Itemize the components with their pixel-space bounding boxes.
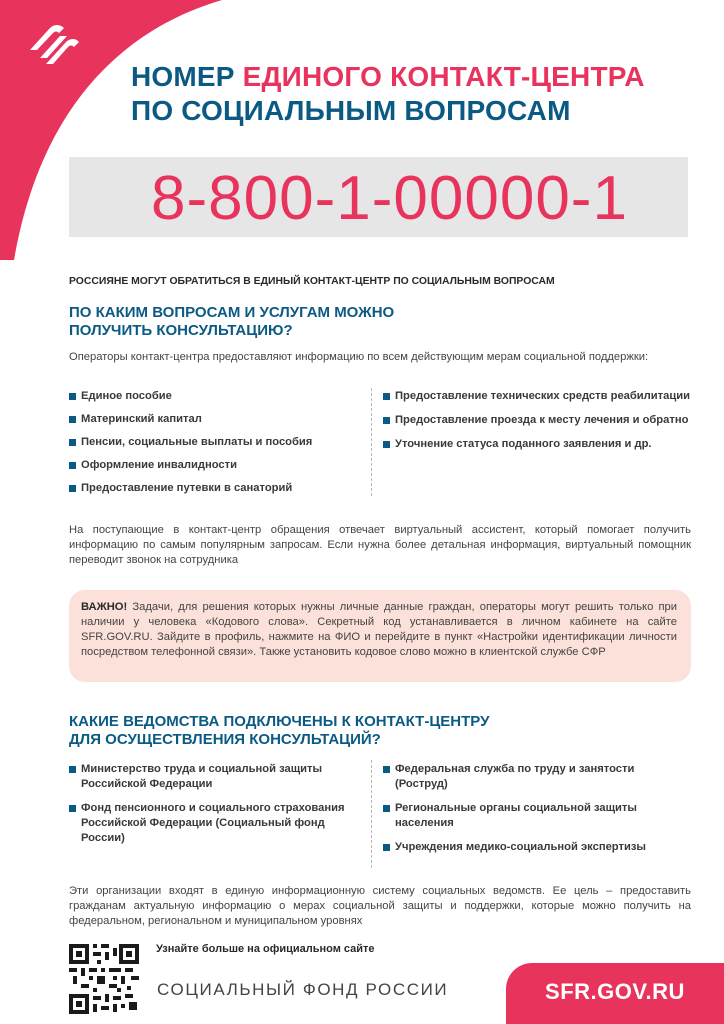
title-line2: ПО СОЦИАЛЬНЫМ ВОПРОСАМ	[131, 95, 571, 126]
list-item-text: Оформление инвалидности	[81, 459, 237, 471]
warning-text: Задачи, для решения которых нужны личные данные граждан, операторы могут решить только при наличии у человека «Кодового слова». Секретный код устанавливается в личном кабинете на сайте SFR.GOV.RU. Зайдите в профиль, нажмите на ФИО и перейдите в пункт «Настройки идентификации личности посредством телефонной связи». Также установить кодовое слово можно в клиентской службе СФР	[81, 601, 677, 658]
site-badge[interactable]	[506, 963, 724, 1024]
services-list-right	[383, 389, 693, 461]
list-item	[69, 762, 349, 792]
title-accent: ЕДИНОГО КОНТАКТ-ЦЕНТРА	[242, 61, 645, 92]
list-item-text: Уточнение статуса поданного заявления и др.	[395, 438, 652, 450]
bullet-square-icon	[69, 439, 76, 446]
section1-paragraph: Операторы контакт-центра предоставляют информацию по всем действующим мерам социальной поддержки:	[69, 351, 649, 363]
page-title	[131, 60, 711, 128]
section2-heading-line2: ДЛЯ ОСУЩЕСТВЛЕНИЯ КОНСУЛЬТАЦИЙ?	[69, 731, 381, 748]
bullet-square-icon	[69, 416, 76, 423]
column-divider	[371, 388, 372, 496]
list-item-text: Региональные органы социальной защиты населения	[395, 802, 637, 829]
bullet-square-icon	[383, 393, 390, 400]
section1-heading-line2: ПОЛУЧИТЬ КОНСУЛЬТАЦИЮ?	[69, 322, 293, 339]
list-item-text: Пенсии, социальные выплаты и пособия	[81, 436, 313, 448]
qr-code-icon[interactable]	[69, 944, 139, 1014]
list-item	[69, 801, 349, 846]
list-item	[383, 762, 683, 792]
section2-heading-line1: КАКИЕ ВЕДОМСТВА ПОДКЛЮЧЕНЫ К КОНТАКТ-ЦЕНТРУ	[69, 713, 490, 730]
services-list-left	[69, 389, 369, 504]
more-info-text: Узнайте больше на официальном сайте	[156, 943, 375, 955]
bullet-square-icon	[69, 462, 76, 469]
bullet-square-icon	[383, 805, 390, 812]
bullet-square-icon	[69, 393, 76, 400]
warning-label: ВАЖНО!	[81, 601, 128, 613]
list-item	[69, 458, 369, 473]
list-item	[383, 413, 693, 428]
section1-heading-line1: ПО КАКИМ ВОПРОСАМ И УСЛУГАМ МОЖНО	[69, 304, 395, 321]
list-item	[383, 437, 693, 452]
site-link[interactable]: SFR.GOV.RU	[545, 979, 685, 1004]
list-item	[383, 389, 693, 404]
phone-number[interactable]: 8-800-1-00000-1	[151, 164, 628, 233]
closing-paragraph: Эти организации входят в единую информационную систему социальных ведомств. Ее цель – предоставить гражданам актуальную информацию о мерах социальной защиты и поддержки, которые можно получить на федеральном, региональном и муниципальном уровнях	[69, 885, 691, 927]
list-item	[383, 840, 683, 855]
warning-box	[69, 590, 691, 682]
phone-box	[69, 157, 688, 237]
assistant-paragraph: На поступающие в контакт-центр обращения отвечает виртуальный ассистент, который помогает получить информацию по самым популярным запросам. Если нужна более детальная информация, виртуальный помощник переводит звонок на сотрудника	[69, 524, 691, 566]
list-item-text: Материнский капитал	[81, 413, 202, 425]
agencies-list-left	[69, 762, 349, 855]
list-item-text: Учреждения медико-социальной экспертизы	[395, 841, 646, 853]
bullet-square-icon	[69, 805, 76, 812]
list-item-text: Единое пособие	[81, 390, 172, 402]
list-item	[383, 801, 683, 831]
list-item-text: Предоставление путевки в санаторий	[81, 482, 293, 494]
title-part1: НОМЕР	[131, 61, 243, 92]
list-item	[69, 389, 369, 404]
list-item-text: Предоставление проезда к месту лечения и обратно	[395, 414, 689, 426]
section2-heading	[69, 713, 669, 749]
list-item	[69, 412, 369, 427]
bullet-square-icon	[69, 485, 76, 492]
bullet-square-icon	[383, 417, 390, 424]
bullet-square-icon	[383, 441, 390, 448]
column-divider	[371, 760, 372, 868]
list-item-text: Фонд пенсионного и социального страхования Российской Федерации (Социальный фонд России)	[81, 802, 345, 844]
section1-heading	[69, 304, 669, 340]
intro-line: РОССИЯНЕ МОГУТ ОБРАТИТЬСЯ В ЕДИНЫЙ КОНТАКТ-ЦЕНТР ПО СОЦИАЛЬНЫМ ВОПРОСАМ	[69, 276, 555, 287]
list-item	[69, 481, 369, 496]
list-item	[69, 435, 369, 450]
agencies-list-right	[383, 762, 683, 864]
sfr-logo-icon	[26, 20, 82, 72]
list-item-text: Предоставление технических средств реабилитации	[395, 390, 690, 402]
org-name: СОЦИАЛЬНЫЙ ФОНД РОССИИ	[157, 980, 449, 999]
bullet-square-icon	[69, 766, 76, 773]
list-item-text: Федеральная служба по труду и занятости (Роструд)	[395, 763, 635, 790]
list-item-text: Министерство труда и социальной защиты Российской Федерации	[81, 763, 323, 790]
bullet-square-icon	[383, 766, 390, 773]
bullet-square-icon	[383, 844, 390, 851]
